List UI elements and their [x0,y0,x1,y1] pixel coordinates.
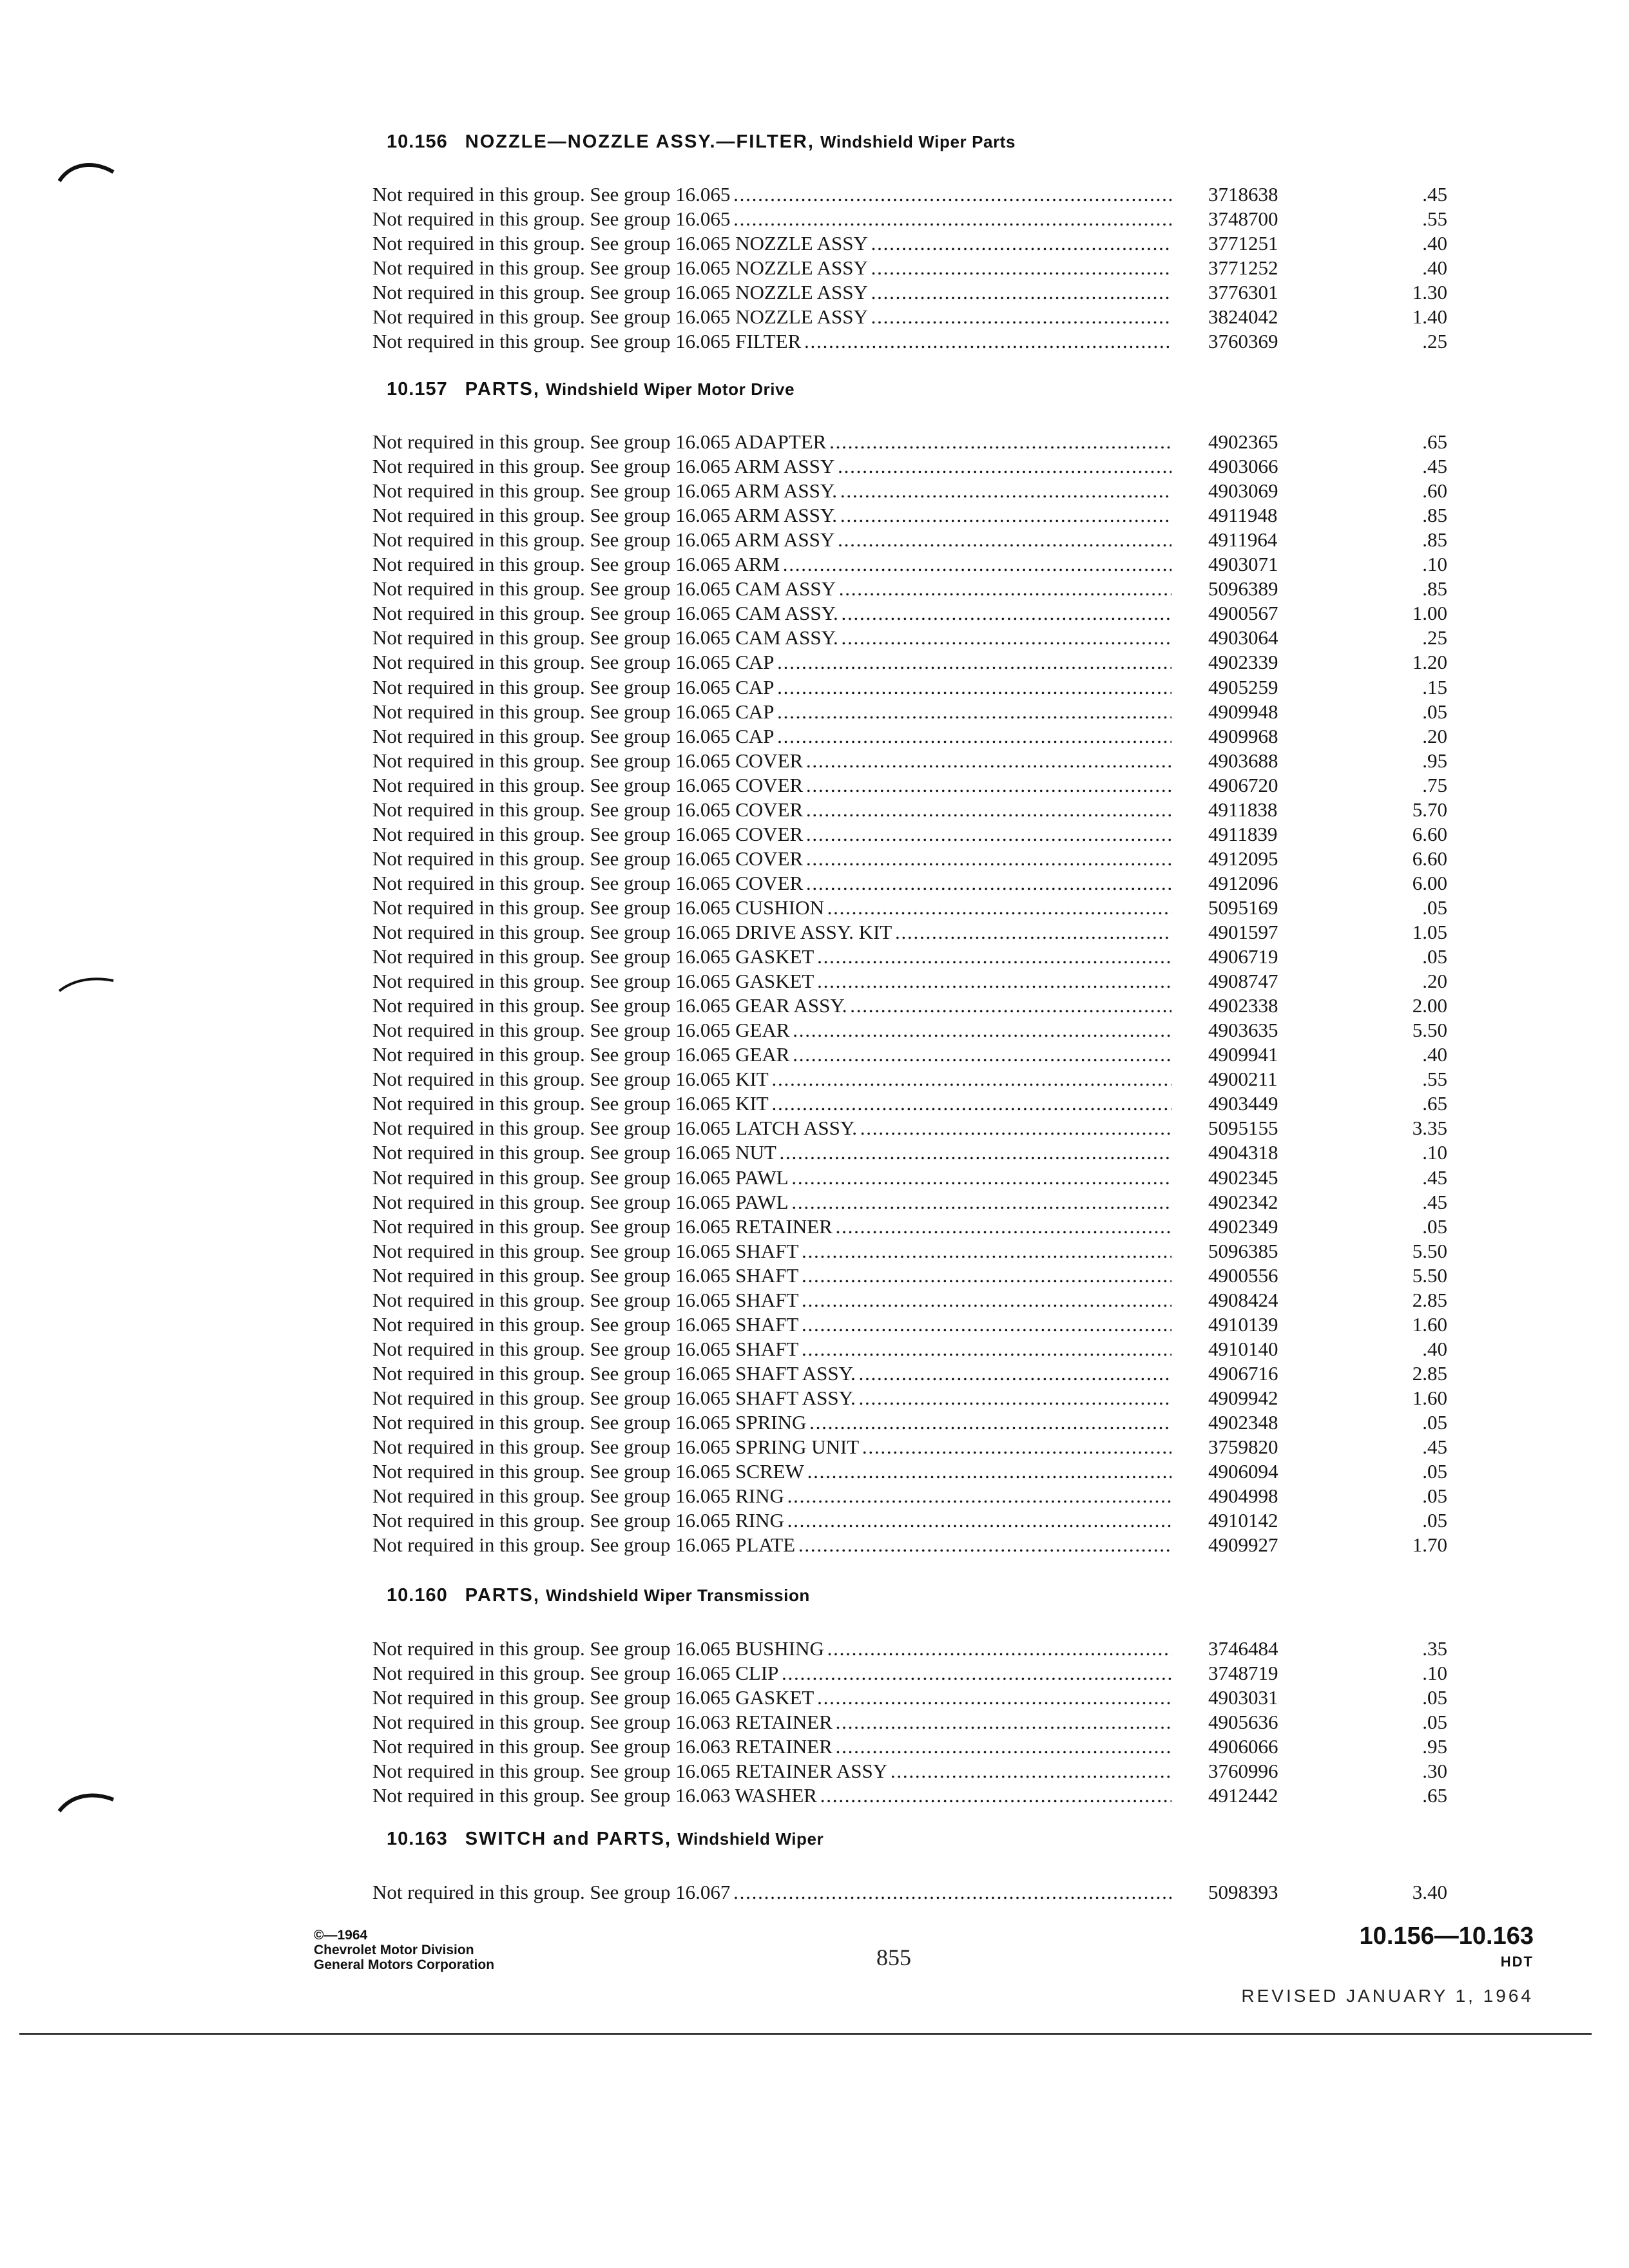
part-number: 4906094 [1208,1460,1278,1483]
part-number: 3718638 [1208,183,1278,206]
binding-mark [58,158,116,184]
section-heading [387,1829,824,1850]
part-description: Not required in this group. See group 16.065 GASKET . . . [372,969,1171,994]
section-heading [387,1585,810,1606]
part-number: 4911948 [1208,504,1278,526]
corporation: General Motors Corporation [314,1957,495,1972]
section-title: SWITCH and PARTS, [465,1829,671,1849]
part-price: 1.00 [1412,602,1447,624]
part-number: 3776301 [1208,281,1278,303]
part-price: .05 [1422,1485,1447,1507]
part-number: 5096385 [1208,1240,1278,1262]
part-number: 4910140 [1208,1338,1278,1360]
part-description: Not required in this group. See group 16.065 SHAFT . . . [372,1312,1171,1337]
part-number: 4902338 [1208,994,1278,1017]
section-subtitle: Windshield Wiper Parts [820,132,1016,151]
part-price: .85 [1422,504,1447,526]
part-description: Not required in this group. See group 16.065 RETAINER . . . [372,1215,1171,1239]
part-price: 5.50 [1412,1240,1447,1262]
part-number: 5095155 [1208,1117,1278,1139]
part-price: .55 [1422,207,1447,230]
division: Chevrolet Motor Division [314,1943,474,1957]
part-price: 1.60 [1412,1313,1447,1336]
part-number: 3748719 [1208,1662,1278,1684]
part-description: Not required in this group. See group 16.065 NUT . . . [372,1140,1171,1165]
part-price: 6.60 [1412,823,1447,845]
part-price: .45 [1422,455,1447,477]
part-description: Not required in this group. See group 16.065 ARM ASSY . . . [372,454,1171,479]
part-number: 4905636 [1208,1711,1278,1733]
part-number: 4910139 [1208,1313,1278,1336]
part-description: Not required in this group. See group 16.063 WASHER . . . [372,1783,1171,1808]
part-price: .05 [1422,1460,1447,1483]
part-description: Not required in this group. See group 16.065 ARM ASSY. . . . [372,479,1171,503]
part-description: Not required in this group. See group 16.065 CAP . . . [372,650,1171,675]
part-price: .10 [1422,553,1447,575]
part-description: Not required in this group. See group 16.065 PAWL . . . [372,1166,1171,1190]
part-price: .35 [1422,1637,1447,1660]
part-price: 2.85 [1412,1289,1447,1311]
part-number: 5098393 [1208,1881,1278,1903]
part-description: Not required in this group. See group 16.065 GASKET . . . [372,1686,1171,1710]
part-description: Not required in this group. See group 16.065 LATCH ASSY. . . . [372,1116,1171,1140]
part-price: .95 [1422,1735,1447,1758]
part-description: Not required in this group. See group 16.065 SHAFT . . . [372,1288,1171,1312]
part-description: Not required in this group. See group 16.065 RING . . . [372,1484,1171,1508]
part-price: .85 [1422,528,1447,551]
part-price: .45 [1422,1191,1447,1213]
part-price: .05 [1422,945,1447,968]
part-price: .45 [1422,183,1447,206]
part-description: Not required in this group. See group 16.065 DRIVE ASSY. KIT . . . [372,920,1171,945]
part-price: .65 [1422,1784,1447,1807]
part-description: Not required in this group. See group 16.065 KIT . . . [372,1067,1171,1091]
part-price: .10 [1422,1141,1447,1164]
section-number: 10.160 [387,1585,448,1606]
part-number: 4909968 [1208,725,1278,747]
part-price: 2.00 [1412,994,1447,1017]
part-description: Not required in this group. See group 16.065 CAP . . . [372,724,1171,749]
part-number: 4902349 [1208,1215,1278,1238]
section-number: 10.156 [387,131,448,152]
part-description: Not required in this group. See group 16.065 COVER . . . [372,847,1171,871]
part-price: .55 [1422,1068,1447,1090]
part-description: Not required in this group. See group 16.065 SHAFT . . . [372,1337,1171,1361]
part-price: 1.05 [1412,921,1447,943]
part-description: Not required in this group. See group 16.065 CUSHION . . . [372,896,1171,920]
part-description: Not required in this group. See group 16.065 CAM ASSY. . . . [372,601,1171,626]
part-description: Not required in this group. See group 16.065 NOZZLE ASSY . . . [372,231,1171,256]
part-price: .40 [1422,256,1447,279]
part-number: 4902345 [1208,1166,1278,1189]
catalog-code: HDT [1500,1954,1534,1970]
part-description: Not required in this group. See group 16.065 SHAFT ASSY. . . . [372,1386,1171,1410]
part-description: Not required in this group. See group 16.065 SHAFT . . . [372,1239,1171,1264]
part-number: 4909927 [1208,1533,1278,1556]
part-price: .25 [1422,626,1447,649]
part-description: Not required in this group. See group 16.065 GASKET . . . [372,945,1171,969]
part-number: 4906720 [1208,774,1278,796]
part-number: 4908424 [1208,1289,1278,1311]
copyright: ©—1964 [314,1928,368,1943]
part-number: 4903066 [1208,455,1278,477]
page-number: 855 [876,1945,911,1970]
part-price: .05 [1422,1711,1447,1733]
part-number: 3771251 [1208,232,1278,255]
part-price: 1.60 [1412,1387,1447,1409]
part-description: Not required in this group. See group 16.065 ARM . . . [372,552,1171,577]
part-price: .05 [1422,1215,1447,1238]
part-number: 4912442 [1208,1784,1278,1807]
part-price: 5.70 [1412,798,1447,821]
part-description: Not required in this group. See group 16.065 CAP . . . [372,675,1171,700]
part-number: 4906716 [1208,1362,1278,1385]
section-title: PARTS, [465,379,540,399]
part-description: Not required in this group. See group 16.065 RING . . . [372,1508,1171,1533]
part-number: 4911964 [1208,528,1278,551]
part-price: .40 [1422,232,1447,255]
part-description: Not required in this group. See group 16.065 NOZZLE ASSY . . . [372,280,1171,305]
part-number: 3746484 [1208,1637,1278,1660]
part-description: Not required in this group. See group 16.065 SCREW . . . [372,1459,1171,1484]
part-price: .85 [1422,577,1447,600]
part-number: 4903688 [1208,749,1278,772]
part-price: .40 [1422,1043,1447,1066]
part-description: Not required in this group. See group 16.065 SPRING . . . [372,1410,1171,1435]
part-price: .30 [1422,1760,1447,1782]
part-description: Not required in this group. See group 16.065 COVER . . . [372,773,1171,798]
part-price: 5.50 [1412,1264,1447,1287]
section-subtitle: Windshield Wiper [677,1829,824,1849]
section-subtitle: Windshield Wiper Transmission [546,1586,810,1605]
section-title: PARTS, [465,1585,540,1606]
binding-mark [58,974,116,994]
part-number: 3748700 [1208,207,1278,230]
part-price: .65 [1422,430,1447,453]
part-number: 5095169 [1208,896,1278,919]
part-description: Not required in this group. See group 16.063 RETAINER . . . [372,1735,1171,1759]
part-number: 4911839 [1208,823,1278,845]
part-price: 1.30 [1412,281,1447,303]
part-number: 4906066 [1208,1735,1278,1758]
section-subtitle: Windshield Wiper Motor Drive [546,380,795,399]
part-description: Not required in this group. See group 16.065 GEAR . . . [372,1043,1171,1067]
part-price: .45 [1422,1166,1447,1189]
part-number: 4904998 [1208,1485,1278,1507]
section-number: 10.163 [387,1829,448,1849]
part-description: Not required in this group. See group 16.065 CAM ASSY. . . . [372,626,1171,650]
part-price: .05 [1422,1509,1447,1532]
part-price: .05 [1422,700,1447,723]
part-description: Not required in this group. See group 16.065 . . . [372,182,1171,207]
section-title: NOZZLE—NOZZLE ASSY.—FILTER, [465,131,815,152]
part-number: 4909941 [1208,1043,1278,1066]
part-number: 3771252 [1208,256,1278,279]
part-number: 4903069 [1208,479,1278,502]
part-number: 4902339 [1208,651,1278,673]
part-price: .40 [1422,1338,1447,1360]
part-description: Not required in this group. See group 16.065 COVER . . . [372,822,1171,847]
bottom-rule [19,2033,1592,2035]
part-price: 3.35 [1412,1117,1447,1139]
part-description: Not required in this group. See group 16.065 COVER . . . [372,871,1171,896]
part-description: Not required in this group. See group 16.065 COVER . . . [372,749,1171,773]
part-number: 4909948 [1208,700,1278,723]
part-number: 5096389 [1208,577,1278,600]
part-number: 3824042 [1208,305,1278,328]
part-description: Not required in this group. See group 16.065 PLATE . . . [372,1533,1171,1557]
part-number: 4903449 [1208,1092,1278,1115]
part-description: Not required in this group. See group 16.065 CAP . . . [372,700,1171,724]
part-number: 4906719 [1208,945,1278,968]
part-number: 3759820 [1208,1436,1278,1458]
part-description: Not required in this group. See group 16.065 NOZZLE ASSY . . . [372,256,1171,280]
part-number: 4903635 [1208,1019,1278,1041]
section-number: 10.157 [387,379,448,399]
part-number: 4910142 [1208,1509,1278,1532]
part-description: Not required in this group. See group 16.065 SPRING UNIT . . . [372,1435,1171,1459]
part-number: 4904318 [1208,1141,1278,1164]
part-number: 3760996 [1208,1760,1278,1782]
part-price: .05 [1422,896,1447,919]
group-range: 10.156—10.163 [1359,1923,1534,1950]
part-description: Not required in this group. See group 16.063 RETAINER . . . [372,1710,1171,1735]
part-description: Not required in this group. See group 16.065 SHAFT ASSY. . . . [372,1361,1171,1386]
part-price: .65 [1422,1092,1447,1115]
part-number: 4902365 [1208,430,1278,453]
publisher-block [314,1928,494,1972]
part-description: Not required in this group. See group 16.065 NOZZLE ASSY . . . [372,305,1171,329]
part-price: .75 [1422,774,1447,796]
part-description: Not required in this group. See group 16.065 SHAFT . . . [372,1264,1171,1288]
part-price: .15 [1422,676,1447,698]
part-number: 4912095 [1208,847,1278,870]
part-price: .25 [1422,330,1447,352]
part-number: 4903031 [1208,1686,1278,1709]
part-price: .10 [1422,1662,1447,1684]
part-description: Not required in this group. See group 16.065 CAM ASSY . . . [372,577,1171,601]
part-number: 4903071 [1208,553,1278,575]
part-number: 4911838 [1208,798,1278,821]
part-description: Not required in this group. See group 16.065 GEAR ASSY. . . . [372,994,1171,1018]
part-price: 5.50 [1412,1019,1447,1041]
part-price: .60 [1422,479,1447,502]
part-number: 4908747 [1208,970,1278,992]
part-description: Not required in this group. See group 16.065 PAWL . . . [372,1190,1171,1215]
part-number: 4900556 [1208,1264,1278,1287]
part-number: 3760369 [1208,330,1278,352]
section-heading [387,131,1016,153]
part-description: Not required in this group. See group 16.065 GEAR . . . [372,1018,1171,1043]
part-price: 6.00 [1412,872,1447,894]
part-description: Not required in this group. See group 16.065 COVER . . . [372,798,1171,822]
part-description: Not required in this group. See group 16.065 KIT . . . [372,1091,1171,1116]
part-number: 4903064 [1208,626,1278,649]
part-price: .45 [1422,1436,1447,1458]
part-number: 4902348 [1208,1411,1278,1434]
part-price: 3.40 [1412,1881,1447,1903]
part-description: Not required in this group. See group 16.065 BUSHING . . . [372,1637,1171,1661]
part-price: 6.60 [1412,847,1447,870]
part-description: Not required in this group. See group 16.065 ARM ASSY. . . . [372,503,1171,528]
part-number: 4900211 [1208,1068,1278,1090]
part-price: 1.40 [1412,305,1447,328]
part-number: 4905259 [1208,676,1278,698]
section-heading [387,379,795,400]
part-price: 1.20 [1412,651,1447,673]
part-number: 4901597 [1208,921,1278,943]
part-description: Not required in this group. See group 16.065 FILTER . . . [372,329,1171,354]
revised-date: REVISED JANUARY 1, 1964 [1241,1986,1534,2006]
part-number: 4909942 [1208,1387,1278,1409]
part-price: 1.70 [1412,1533,1447,1556]
part-price: .20 [1422,725,1447,747]
part-price: 2.85 [1412,1362,1447,1385]
part-description: Not required in this group. See group 16.065 . . . [372,207,1171,231]
part-price: .05 [1422,1411,1447,1434]
binding-mark [58,1788,116,1814]
part-number: 4900567 [1208,602,1278,624]
part-number: 4912096 [1208,872,1278,894]
part-price: .05 [1422,1686,1447,1709]
part-price: .20 [1422,970,1447,992]
part-description: Not required in this group. See group 16.065 ARM ASSY . . . [372,528,1171,552]
part-description: Not required in this group. See group 16.065 RETAINER ASSY . . . [372,1759,1171,1783]
part-price: .95 [1422,749,1447,772]
part-description: Not required in this group. See group 16.065 CLIP . . . [372,1661,1171,1686]
part-description: Not required in this group. See group 16.067 . . . [372,1880,1171,1905]
part-number: 4902342 [1208,1191,1278,1213]
part-description: Not required in this group. See group 16.065 ADAPTER . . . [372,430,1171,454]
